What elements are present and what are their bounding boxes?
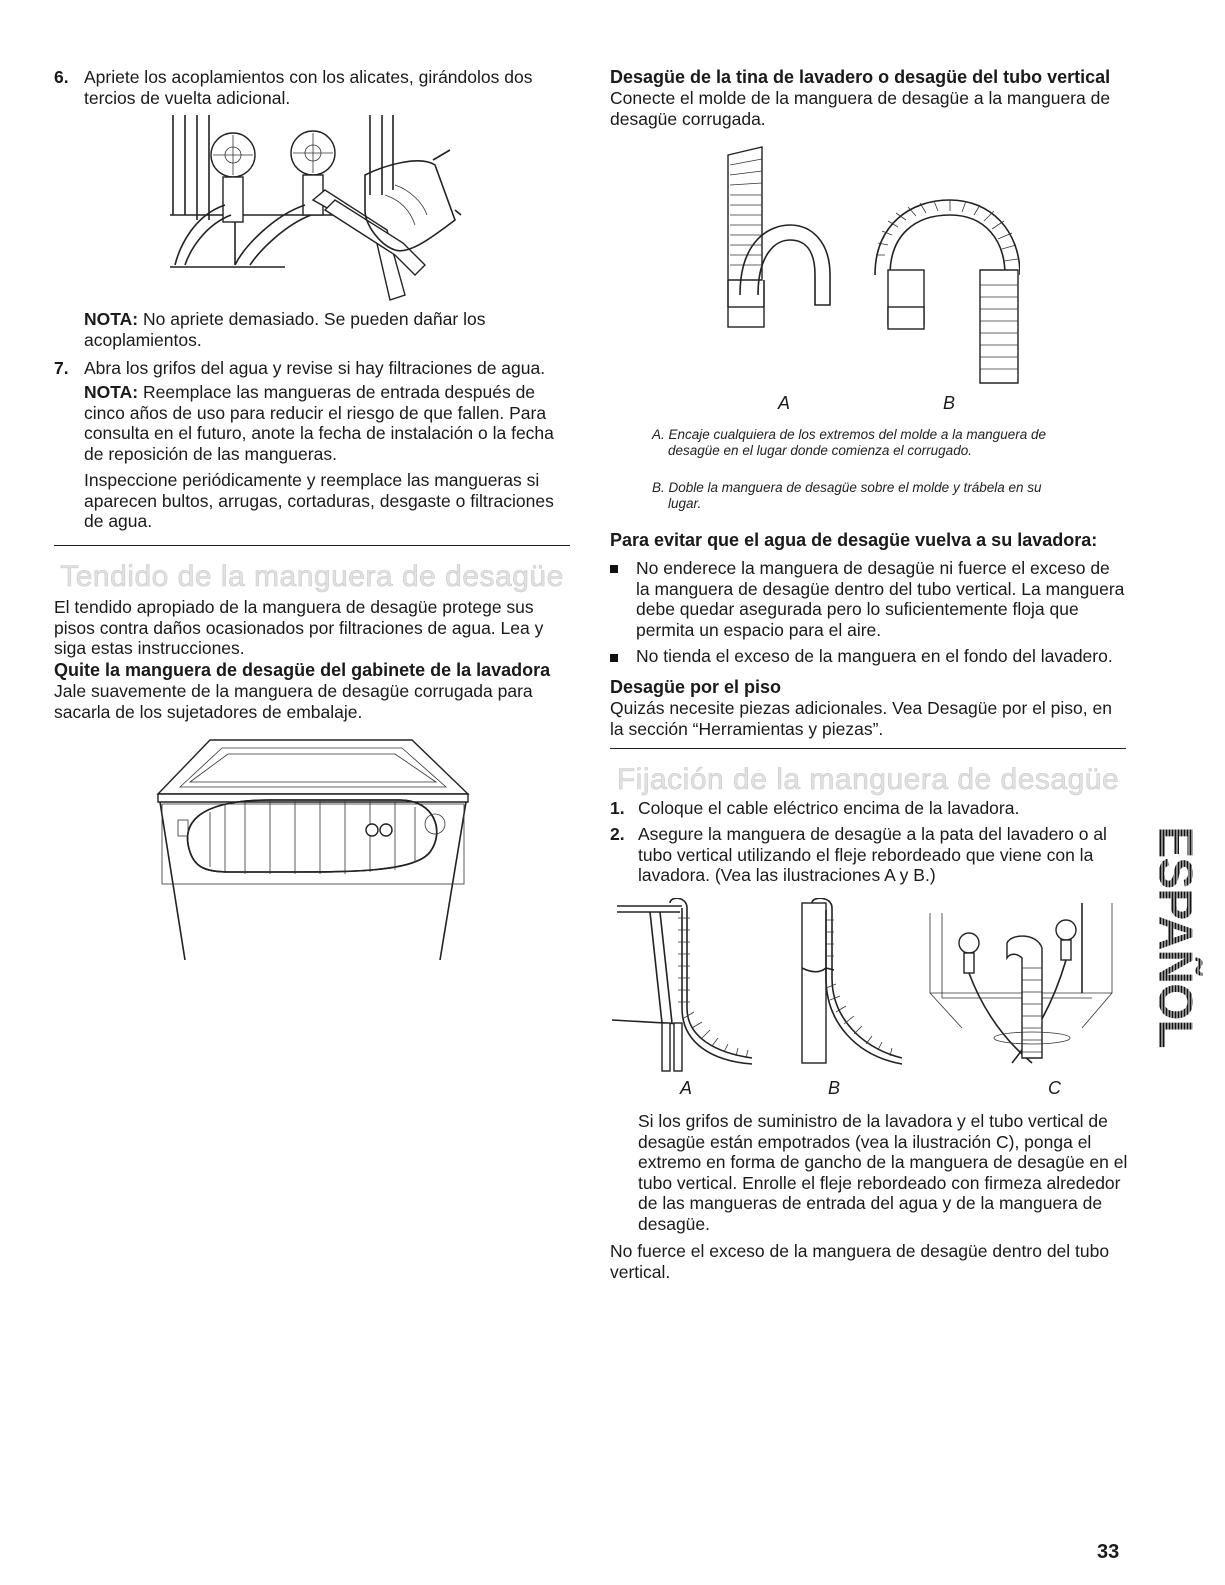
page-number: 33 <box>1097 1541 1120 1563</box>
section-title-securing: Fijación de la manguera de desagüe <box>616 763 1120 796</box>
recessed-paragraph <box>638 1111 1128 1234</box>
language-side-tab <box>1149 815 1201 1060</box>
remove-text: Jale suavemente de la manguera de desagüe corrugada para sacarla de los sujetadores de embalaje. <box>54 681 533 722</box>
caption-a-text: A. Encaje cualquiera de los extremos del molde a la manguera de desagüe en el lugar donde comienza el corrugado. <box>652 427 1046 458</box>
avoid-heading-text: Para evitar que el agua de desagüe vuelva a su lavadora: <box>610 530 1098 550</box>
nota-label: NOTA: <box>84 309 139 329</box>
step-6 <box>54 67 574 108</box>
step-text: Asegure la manguera de desagüe a la pata del lavadero o al tubo vertical utilizando el fleje rebordeado que viene con la lavadora. (Vea las ilustraciones A y B.) <box>638 824 1107 885</box>
drain-hose-form-illustration <box>720 145 1020 385</box>
fig2-label-c: C <box>1048 1078 1061 1098</box>
caption-a <box>652 427 1072 458</box>
step-text: Apriete los acoplamientos con los alicates, girándolos dos tercios de vuelta adicional. <box>84 67 533 108</box>
step-text: Abra los grifos del agua y revise si hay filtraciones de agua. <box>84 358 546 378</box>
remove-heading: Quite la manguera de desagüe del gabinete de la lavadora <box>54 660 551 680</box>
inspect-paragraph <box>54 470 574 532</box>
step-number: 2. <box>610 824 625 844</box>
floor-heading: Desagüe por el piso <box>610 677 782 697</box>
nota-label: NOTA: <box>84 382 139 402</box>
step-2 <box>610 824 1130 886</box>
intro-text: El tendido apropiado de la manguera de desagüe protege sus pisos contra daños ocasionados por filtraciones de agua. Lea y siga estas instrucciones. <box>54 597 544 658</box>
pliers-illustration <box>165 115 465 305</box>
side-tab-text: ESPAÑOL <box>1148 826 1202 1048</box>
inspect-text: Inspeccione periódicamente y reemplace las mangueras si aparecen bultos, arrugas, cortaduras, desgaste o filtraciones de agua. <box>84 470 554 531</box>
section-intro <box>54 597 574 659</box>
nota-2 <box>54 382 574 464</box>
step-text: Coloque el cable eléctrico encima de la lavadora. <box>638 798 1020 818</box>
final-text: No fuerce el exceso de la manguera de desagüe dentro del tubo vertical. <box>610 1241 1110 1282</box>
caption-b-text: B. Doble la manguera de desagüe sobre el molde y trábela en su lugar. <box>652 480 1042 511</box>
floor-text: Quizás necesite piezas adicionales. Vea Desagüe por el piso, en la sección “Herramientas y piezas”. <box>610 698 1112 739</box>
final-paragraph <box>610 1241 1130 1282</box>
nota-text: Reemplace las mangueras de entrada después de cinco años de uso para reducir el riesgo de que fallen. Para consulta en el futuro, anote la fecha de instalación o la fecha de reposición de las mangueras. <box>84 382 554 464</box>
step-7 <box>54 358 574 379</box>
remove-hose-section <box>54 660 574 722</box>
floor-drain-section <box>610 677 1130 739</box>
recessed-text: Si los grifos de suministro de la lavadora y el tubo vertical de desagüe están empotrados (vea la ilustración C), ponga el extremo en forma de gancho de la manguera de desagüe en el tubo vertical. Enrolle el fleje rebordeado con firmeza alrededor de las mangueras de entrada del agua y de la manguera de desagüe. <box>638 1111 1128 1234</box>
bullet-list <box>610 558 1130 678</box>
nota-text: No apriete demasiado. Se pueden dañar los acoplamientos. <box>84 309 486 350</box>
bullet-item: No enderece la manguera de desagüe ni fuerce el exceso de la manguera de desagüe dentro del tubo vertical. La manguera debe quedar asegurada pero lo suficientemente floja que permita un espacio para el aire. <box>636 558 1125 640</box>
bullet-item: No tienda el exceso de la manguera en el fondo del lavadero. <box>636 646 1113 666</box>
section-divider <box>54 545 570 546</box>
step-number: 7. <box>54 358 69 378</box>
step-number: 6. <box>54 67 69 87</box>
secure-hose-illustrations <box>612 898 1122 1073</box>
fig2-label-b: B <box>828 1078 841 1098</box>
tub-text: Conecte el molde de la manguera de desagüe a la manguera de desagüe corrugada. <box>610 88 1111 129</box>
tub-heading: Desagüe de la tina de lavadero o desagüe del tubo vertical <box>610 67 1111 87</box>
step-1 <box>610 798 1130 819</box>
section-title-routing: Tendido de la manguera de desagüe <box>60 560 564 593</box>
tub-drain-section <box>610 67 1130 129</box>
fig-label-a: A <box>778 393 791 413</box>
nota-1 <box>54 309 574 350</box>
fig2-label-a: A <box>680 1078 693 1098</box>
section-divider <box>610 748 1126 749</box>
step-number: 1. <box>610 798 625 818</box>
washer-cabinet-illustration <box>150 732 470 964</box>
bullet-marker <box>610 565 618 573</box>
bullet-marker <box>610 654 618 662</box>
avoid-backflow-heading <box>610 530 1130 551</box>
fig-label-b: B <box>943 393 956 413</box>
caption-b <box>652 480 1072 511</box>
